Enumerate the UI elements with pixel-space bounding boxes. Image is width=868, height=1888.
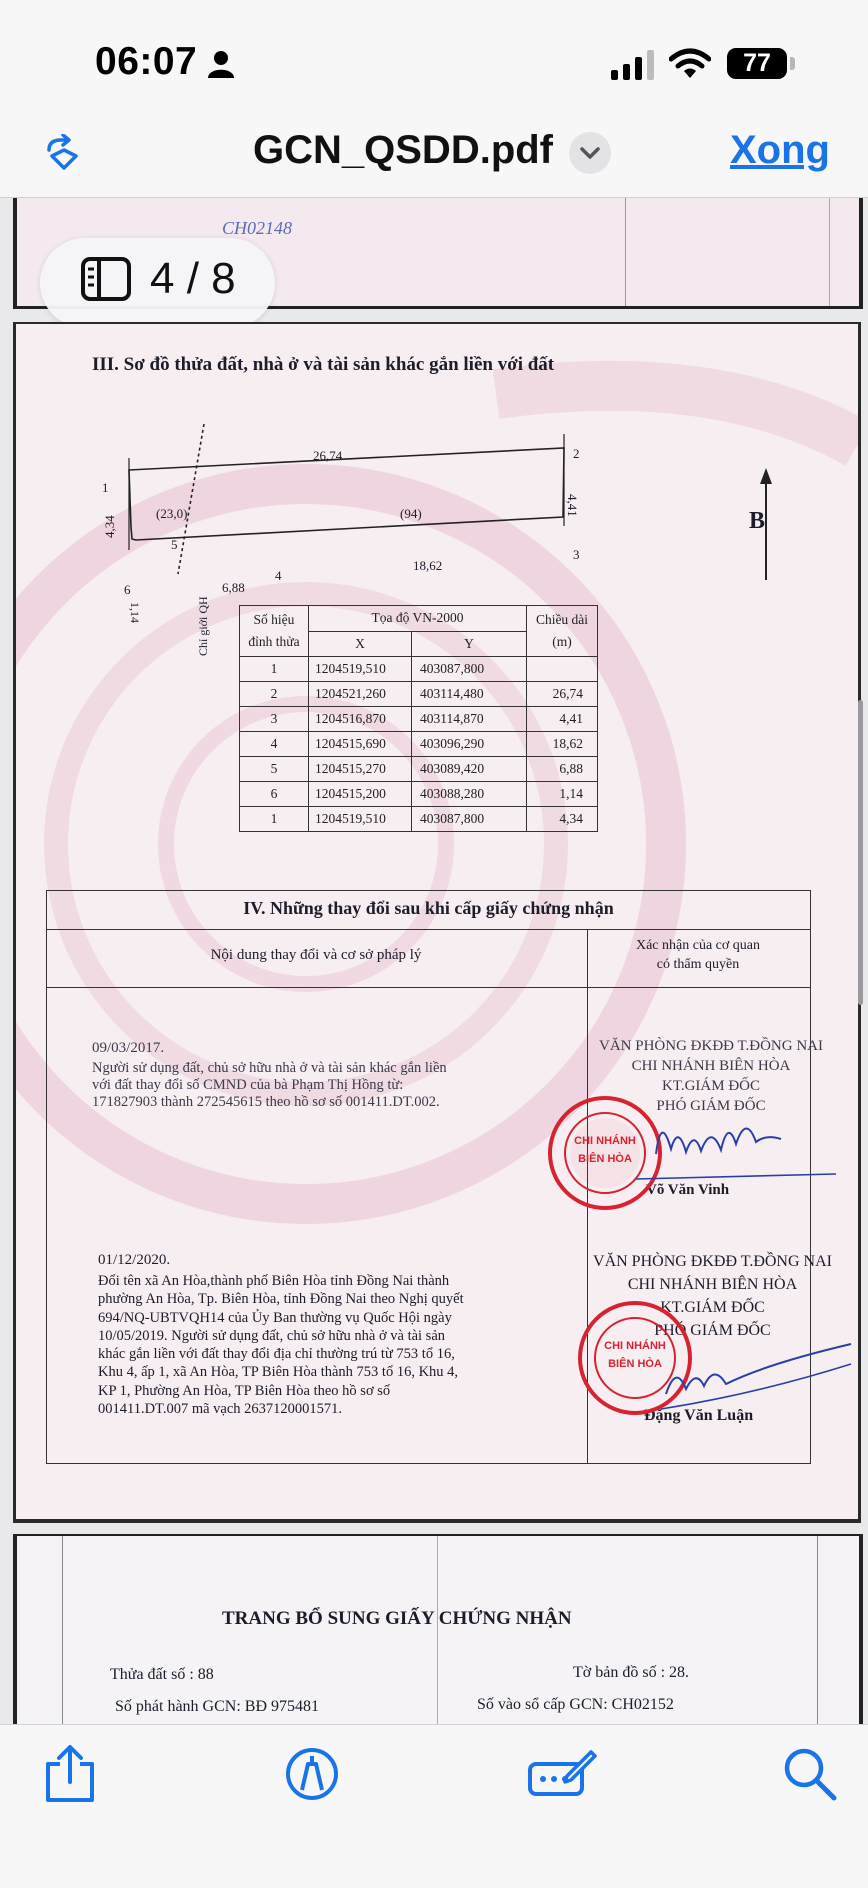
cell-x: 1204519,510 <box>309 657 412 682</box>
vertex-1-label: 1 <box>102 480 109 495</box>
person-icon <box>208 50 234 78</box>
share-icon[interactable] <box>38 1742 102 1806</box>
issue-number: Số phát hành GCN: BĐ 975481 <box>115 1698 319 1715</box>
scrollbar[interactable] <box>858 700 863 1005</box>
area-large-label: (94) <box>400 506 422 521</box>
header-y: Y <box>412 631 527 657</box>
office-line: CHI NHÁNH BIÊN HÒA <box>631 1058 791 1074</box>
entry-line: Khu 4, ấp 1, xã An Hòa, TP Biên Hòa thành 753 tổ 16, Khu 4, <box>98 1364 459 1381</box>
search-icon[interactable] <box>778 1742 842 1806</box>
entry-2-text <box>98 1272 603 1418</box>
cell-point: 6 <box>240 782 309 807</box>
cell-point: 1 <box>240 807 309 832</box>
table-row <box>240 732 598 757</box>
office-line: VĂN PHÒNG ĐKĐĐ T.ĐỒNG NAI <box>598 1038 824 1054</box>
parcel-diagram <box>96 424 616 584</box>
table-row <box>240 707 598 732</box>
cell-point: 1 <box>240 657 309 682</box>
markup-icon[interactable] <box>280 1742 344 1806</box>
cell-y: 403096,290 <box>412 732 527 757</box>
register-number: Số vào sổ cấp GCN: CH02152 <box>477 1696 674 1713</box>
cell-length: 26,74 <box>527 682 598 707</box>
map-sheet-number: Tờ bản đồ số : 28. <box>573 1664 690 1681</box>
vertex-2-label: 2 <box>573 446 580 461</box>
segment-4-5-label: 6,88 <box>222 580 245 595</box>
office-line: KT.GIÁM ĐỐC <box>660 1299 765 1316</box>
header-x: X <box>309 631 412 657</box>
stamp-line: BIÊN HÒA <box>608 1358 662 1370</box>
entry-line: với đất thay đổi số CMND của bà Phạm Thị Hồng từ: <box>92 1077 404 1093</box>
page-indicator-label: 4 / 8 <box>150 254 236 303</box>
segment-6-5-label: 1,14 <box>128 602 142 623</box>
cell-length <box>527 657 598 682</box>
coordinates-table <box>239 605 598 832</box>
status-time: 06:07 <box>95 40 198 83</box>
title-menu-button[interactable] <box>569 132 611 174</box>
rotate-icon[interactable] <box>43 134 83 174</box>
battery-indicator: 77 <box>727 48 787 79</box>
area-small-label: (23,0) <box>156 506 188 521</box>
chevron-down-icon <box>579 144 601 162</box>
signature-1 <box>616 1094 846 1194</box>
table-row <box>240 757 598 782</box>
entry-line: 171827903 thành 272545615 theo hồ sơ số 001411.DT.002. <box>92 1094 440 1110</box>
top-length-label: 26,74 <box>313 448 343 463</box>
stamp-line: CHI NHÁNH <box>604 1340 666 1352</box>
office-line: PHÓ GIÁM ĐỐC <box>656 1098 766 1114</box>
cell-y: 403087,800 <box>412 657 527 682</box>
left-length-label: 4,34 <box>102 515 117 538</box>
section-3-title: III. Sơ đồ thửa đất, nhà ở và tài sản khác gắn liền với đất <box>92 354 555 375</box>
next-page <box>13 1534 863 1736</box>
entry-line: 694/NQ-UBTVQH14 của Ủy Ban thường vụ Quốc Hội ngày <box>98 1309 452 1326</box>
vertex-3-label: 3 <box>573 547 580 562</box>
office-line: PHÓ GIÁM ĐỐC <box>654 1322 771 1339</box>
entry-line: 10/05/2019. Người sử dụng đất, chủ sở hữu nhà ở và tài sản <box>98 1327 446 1344</box>
cell-x: 1204521,260 <box>309 682 412 707</box>
handwritten-note: CH02148 <box>222 218 293 238</box>
right-length-label: 4,41 <box>565 494 580 517</box>
bottom-length-label: 18,62 <box>413 558 443 573</box>
signature-2 <box>656 1324 856 1424</box>
cell-y: 403088,280 <box>412 782 527 807</box>
confirm-column-header-2: có thẩm quyền <box>656 957 740 972</box>
cell-length: 4,41 <box>527 707 598 732</box>
cellular-signal-icon <box>611 50 656 80</box>
entry-line: KP 1, Phường An Hòa, TP Biên Hòa theo hồ sơ số <box>98 1382 391 1399</box>
vertex-6-label: 6 <box>124 582 131 597</box>
bottom-toolbar <box>0 1724 868 1888</box>
sidebar-icon[interactable] <box>80 256 132 302</box>
header-coordinates: Tọa độ VN-2000 <box>309 606 527 632</box>
confirm-column-header: Xác nhận của cơ quan <box>635 938 760 953</box>
cell-x: 1204516,870 <box>309 707 412 732</box>
entry-1-text <box>92 1060 592 1111</box>
entry-line: 001411.DT.007 mã vạch 2637120001571. <box>98 1401 343 1418</box>
cell-length: 1,14 <box>527 782 598 807</box>
stamp-line: BIÊN HÒA <box>578 1153 632 1165</box>
cell-point: 5 <box>240 757 309 782</box>
header-length: Chiều dài (m) <box>527 606 598 657</box>
section-4-title: IV. Những thay đổi sau khi cấp giấy chứng nhận <box>243 898 614 918</box>
cell-x: 1204515,690 <box>309 732 412 757</box>
north-label: B <box>749 508 766 534</box>
cell-length: 6,88 <box>527 757 598 782</box>
entry-2-date: 01/12/2020. <box>98 1252 171 1268</box>
entry-line: Đổi tên xã An Hòa,thành phố Biên Hòa tỉnh Đồng Nai thành <box>98 1273 450 1289</box>
cell-y: 403114,870 <box>412 707 527 732</box>
cell-length: 4,34 <box>527 807 598 832</box>
cell-length: 18,62 <box>527 732 598 757</box>
parcel-number: Thửa đất số : 88 <box>110 1666 214 1683</box>
cell-y: 403087,800 <box>412 807 527 832</box>
table-row <box>240 782 598 807</box>
supplement-page-title: TRANG BỔ SUNG GIẤY CHỨNG NHẬN <box>222 1608 572 1629</box>
cell-y: 403089,420 <box>412 757 527 782</box>
office-line: KT.GIÁM ĐỐC <box>661 1078 761 1094</box>
table-row <box>240 657 598 682</box>
entry-line: Người sử dụng đất, chủ sở hữu nhà ở và tài sản khác gắn liền <box>92 1060 447 1076</box>
entry-2-signer: Đặng Văn Luận <box>644 1407 754 1424</box>
battery-nub <box>790 57 795 70</box>
cell-point: 2 <box>240 682 309 707</box>
table-row <box>240 807 598 832</box>
vertex-5-label: 5 <box>171 537 178 552</box>
entry-line: phường An Hòa, Tp. Biên Hòa, tỉnh Đồng Nai theo Nghị quyết <box>98 1291 464 1308</box>
content-column-header: Nội dung thay đổi và cơ sở pháp lý <box>210 947 422 963</box>
planning-line-label: Chỉ giới QH <box>196 596 210 656</box>
office-line: VĂN PHÒNG ĐKĐĐ T.ĐỒNG NAI <box>593 1253 832 1270</box>
cell-point: 4 <box>240 732 309 757</box>
wifi-icon <box>669 48 711 80</box>
done-button[interactable]: Xong <box>730 128 830 172</box>
cell-x: 1204515,270 <box>309 757 412 782</box>
cell-x: 1204515,200 <box>309 782 412 807</box>
cell-y: 403114,480 <box>412 682 527 707</box>
document-page <box>13 322 861 1523</box>
vertex-4-label: 4 <box>275 568 282 583</box>
entry-1-date: 09/03/2017. <box>92 1040 165 1056</box>
entry-line: khác gắn liền với đất thay đổi địa chỉ thường trú từ 753 tổ 16, <box>98 1346 455 1363</box>
cell-x: 1204519,510 <box>309 807 412 832</box>
form-fill-icon[interactable] <box>527 1742 597 1806</box>
table-row <box>240 682 598 707</box>
cell-point: 3 <box>240 707 309 732</box>
header-point: Số hiệu đỉnh thửa <box>240 606 309 657</box>
entry-1-signer: Võ Văn Vinh <box>646 1182 730 1198</box>
office-line: CHI NHÁNH BIÊN HÒA <box>627 1276 798 1293</box>
stamp-line: CHI NHÁNH <box>574 1135 636 1147</box>
document-title[interactable]: GCN_QSDD.pdf <box>253 128 553 172</box>
